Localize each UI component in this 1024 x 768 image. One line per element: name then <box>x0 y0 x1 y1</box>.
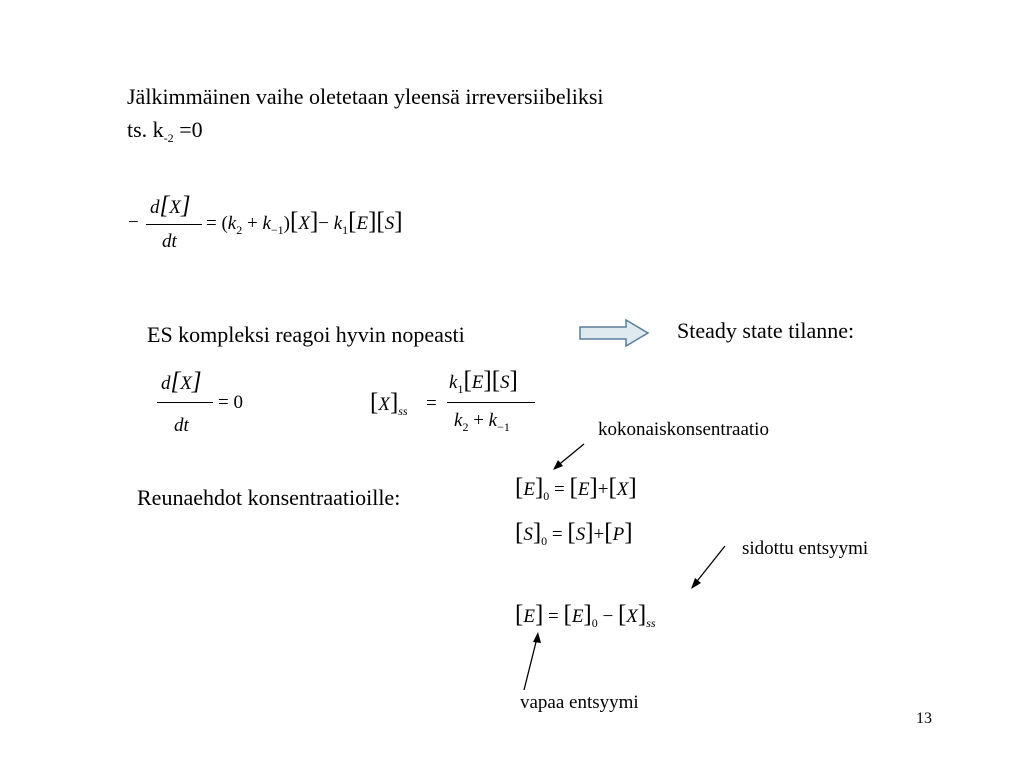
zero-eq-rhs: = 0 <box>218 392 243 413</box>
page-number: 13 <box>916 710 932 727</box>
ss-eq-lhs: $[X]_{ss}$ <box>370 389 408 418</box>
ss-eq-k2: k <box>454 410 463 431</box>
substrate-total-equation: $[S]_0 = [S]+[P]$ <box>515 519 633 548</box>
right-block-arrow-icon <box>578 318 650 348</box>
efree-eq-equals: = <box>548 606 559 627</box>
ss-eq-sub2: 2 <box>462 420 469 434</box>
rate-eq-X2: X <box>298 213 310 234</box>
efree-eq-sub-ss: ss <box>646 616 656 630</box>
efree-eq-E2: E <box>571 606 584 627</box>
efree-eq-sub0: 0 <box>591 616 598 630</box>
rate-eq-E: E <box>356 213 369 234</box>
steady-state-text: Steady state tilanne: <box>677 318 855 343</box>
efree-eq-X: X <box>626 606 638 627</box>
arrow-to-total-icon <box>550 440 590 472</box>
e0-eq-sub0: 0 <box>543 489 550 503</box>
ss-eq-denominator <box>454 410 510 433</box>
arrow-to-bound-icon <box>688 543 730 591</box>
rate-eq-close-paren: ) <box>283 213 290 234</box>
intro-line-2-suffix: =0 <box>173 117 203 142</box>
label-free-enzyme: vapaa entsyymi <box>520 692 639 713</box>
ss-eq-sub-ss: ss <box>398 404 408 418</box>
ss-eq-plus: + <box>473 410 484 431</box>
s0-eq-S2: S <box>575 524 586 545</box>
s0-eq-sub0: 0 <box>541 534 548 548</box>
s0-eq-equals: = <box>551 524 563 545</box>
efree-eq-minus: − <box>602 606 614 627</box>
rate-eq-km1: k <box>262 213 271 234</box>
rate-eq-minus: − <box>128 212 139 233</box>
rate-eq-equals: = ( <box>206 213 228 234</box>
e0-eq-equals: = <box>554 479 565 500</box>
rate-eq-rhs: = $(k_2 + k_{-1})[X]- k_1[E][S]$ <box>206 208 403 237</box>
label-total-concentration: kokonaiskonsentraatio <box>598 419 769 440</box>
rate-eq-sub2: 2 <box>236 223 243 237</box>
rate-eq-numerator: d[X] <box>150 192 191 219</box>
s0-eq-S: S <box>523 524 533 545</box>
intro-line-1: Jälkimmäinen vaihe oletetaan yleensä irreversiibeliksi <box>127 84 604 109</box>
rate-eq-sub1: 1 <box>342 223 349 237</box>
es-complex-text: ES kompleksi reagoi hyvin nopeasti <box>147 322 465 347</box>
label-bound-enzyme: sidottu entsyymi <box>742 538 869 559</box>
e0-eq-plus: + <box>597 479 609 500</box>
e0-eq-E2: E <box>577 479 590 500</box>
rate-eq-subm1: −1 <box>270 223 284 237</box>
rate-eq-k2: k <box>227 213 237 234</box>
free-enzyme-equation: $[E] = [E]_0 - [X]_{ss}$ <box>515 601 656 630</box>
ss-eq-equals: = <box>426 393 437 414</box>
intro-line-2-subscript: -2 <box>163 131 174 145</box>
s0-eq-plus: + <box>593 524 605 545</box>
ss-eq-E: E <box>471 372 484 393</box>
rate-eq-k1: k <box>333 213 343 234</box>
boundary-conditions-text: Reunaehdot konsentraatioille: <box>137 485 401 510</box>
e0-eq-X: X <box>616 479 629 500</box>
zero-eq-fraction-bar <box>157 402 213 403</box>
zero-eq-d: d <box>161 373 171 394</box>
ss-eq-sub1: 1 <box>457 382 464 396</box>
ss-eq-fraction-bar <box>447 402 535 403</box>
rate-eq-denominator: dt <box>162 231 177 252</box>
rate-eq-X: X <box>169 197 181 218</box>
rate-eq-S: S <box>384 213 395 234</box>
ss-eq-numerator: $k_1[E][S]$ <box>449 367 518 396</box>
ss-eq-k1: k <box>449 372 458 393</box>
ss-eq-subm1: −1 <box>497 420 510 434</box>
rate-eq-minus2: − <box>318 213 329 234</box>
ss-eq-km1: k <box>488 410 498 431</box>
block-arrow-shape <box>580 320 648 346</box>
ss-eq-S: S <box>500 372 510 393</box>
e0-eq-E: E <box>523 479 535 500</box>
s0-eq-P: P <box>612 524 625 545</box>
rate-eq-plus: + <box>246 213 258 234</box>
zero-eq-numerator: d[X] <box>161 368 202 395</box>
enzyme-total-equation: $[E]_0 = [E]+[X]$ <box>515 474 637 503</box>
efree-eq-E: E <box>523 606 535 627</box>
ss-eq-X: X <box>378 394 390 415</box>
intro-line-2 <box>127 117 203 146</box>
rate-eq-d: d <box>150 197 160 218</box>
arrow-to-free-icon <box>518 630 548 694</box>
zero-eq-denominator: dt <box>174 415 189 436</box>
intro-line-2-prefix: ts. k <box>127 117 164 142</box>
zero-eq-X: X <box>180 373 192 394</box>
rate-eq-fraction-bar <box>146 224 202 225</box>
